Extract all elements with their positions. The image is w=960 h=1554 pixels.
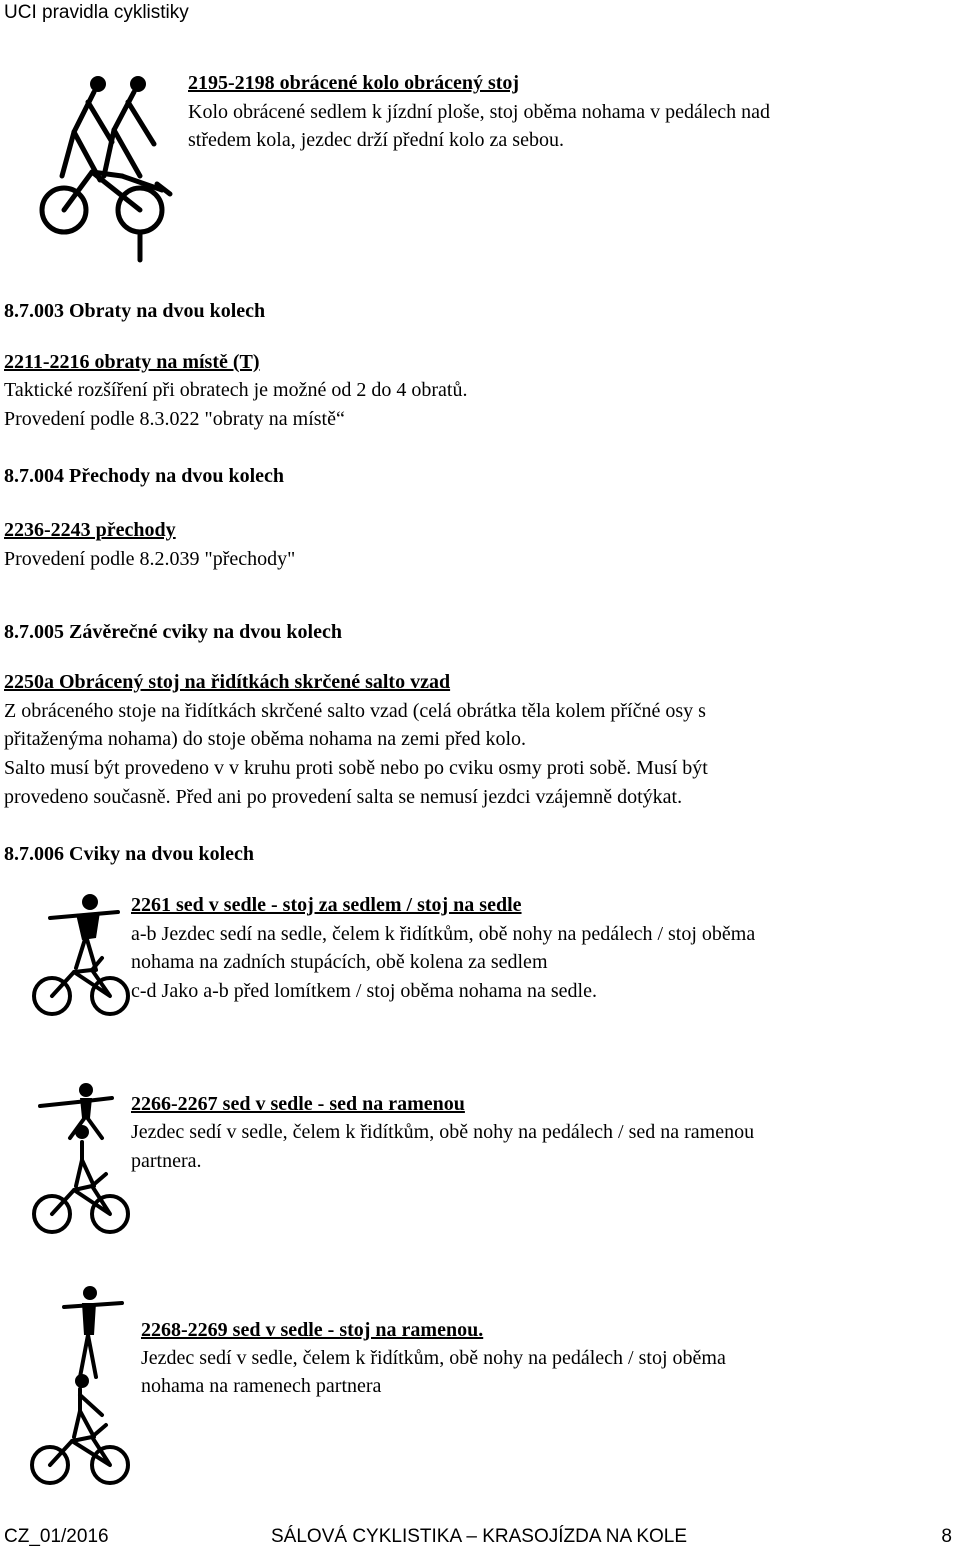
exercise-2250a-text-4: provedeno současně. Před ani po provedení salta se nemusí jezdci vzájemně dotýkat. bbox=[4, 786, 683, 808]
exercise-2211-text-2: Provedení podle 8.3.022 "obraty na místě“ bbox=[4, 408, 345, 430]
section-8-7-004-heading: 8.7.004 Přechody na dvou kolech bbox=[4, 465, 285, 487]
exercise-2266-text-2: partnera. bbox=[131, 1150, 202, 1172]
section-8-7-006-heading: 8.7.006 Cviky na dvou kolech bbox=[4, 843, 255, 865]
exercise-2195-title: 2195-2198 obrácené kolo obrácený stoj bbox=[188, 72, 520, 94]
stand-on-shoulders-illustration bbox=[26, 1285, 136, 1495]
exercise-2195-text-1: Kolo obrácené sedlem k jízdní ploše, stoj oběma nohama v pedálech nad bbox=[188, 101, 771, 123]
footer-page-number: 8 bbox=[941, 1526, 952, 1547]
exercise-2261-text-2: nohama na zadních stupácích, obě kolena za sedlem bbox=[131, 951, 548, 973]
exercise-2211-title: 2211-2216 obraty na místě (T) bbox=[4, 351, 260, 373]
stand-behind-saddle-illustration bbox=[30, 892, 130, 1024]
sit-on-shoulders-illustration bbox=[30, 1082, 130, 1242]
exercise-2211-text-1: Taktické rozšíření při obratech je možné od 2 do 4 obratů. bbox=[4, 379, 468, 401]
section-8-7-005-heading: 8.7.005 Závěrečné cviky na dvou kolech bbox=[4, 621, 342, 643]
exercise-2266-text-1: Jezdec sedí v sedle, čelem k řidítkům, obě nohy na pedálech / sed na ramenou bbox=[131, 1121, 755, 1143]
page-header: UCI pravidla cyklistiky bbox=[4, 2, 189, 23]
exercise-2266-title: 2266-2267 sed v sedle - sed na ramenou bbox=[131, 1093, 465, 1115]
exercise-2236-title: 2236-2243 přechody bbox=[4, 519, 176, 541]
exercise-2195-text-2: středem kola, jezdec drží přední kolo za sebou. bbox=[188, 129, 564, 151]
exercise-2261-title: 2261 sed v sedle - stoj za sedlem / stoj na sedle bbox=[131, 894, 522, 916]
exercise-2261-text-3: c-d Jako a-b před lomítkem / stoj oběma nohama na sedle. bbox=[131, 980, 597, 1002]
exercise-2261-text-1: a-b Jezdec sedí na sedle, čelem k řidítkům, obě nohy na pedálech / stoj oběma bbox=[131, 923, 756, 945]
exercise-2236-text: Provedení podle 8.2.039 "přechody" bbox=[4, 548, 296, 570]
exercise-2268-title: 2268-2269 sed v sedle - stoj na ramenou. bbox=[141, 1319, 484, 1341]
footer-document-code: CZ_01/2016 bbox=[4, 1526, 109, 1547]
section-8-7-003-heading: 8.7.003 Obraty na dvou kolech bbox=[4, 300, 266, 322]
exercise-2268-text-1: Jezdec sedí v sedle, čelem k řidítkům, obě nohy na pedálech / stoj oběma bbox=[141, 1347, 726, 1369]
exercise-2250a-text-1: Z obráceného stoje na řidítkách skrčené salto vzad (celá obrátka těla kolem příčné osy s bbox=[4, 700, 706, 722]
exercise-2268-text-2: nohama na ramenech partnera bbox=[141, 1375, 382, 1397]
exercise-2250a-title: 2250a Obrácený stoj na řidítkách skrčené salto vzad bbox=[4, 671, 451, 693]
footer-title: SÁLOVÁ CYKLISTIKA – KRASOJÍZDA NA KOLE bbox=[271, 1526, 688, 1547]
exercise-2250a-text-3: Salto musí být provedeno v v kruhu proti sobě nebo po cviku osmy proti sobě. Musí být bbox=[4, 757, 708, 779]
inverted-bike-illustration bbox=[22, 72, 182, 264]
exercise-2250a-text-2: přitaženýma nohama) do stoje oběma nohama na zemi před kolo. bbox=[4, 728, 527, 750]
